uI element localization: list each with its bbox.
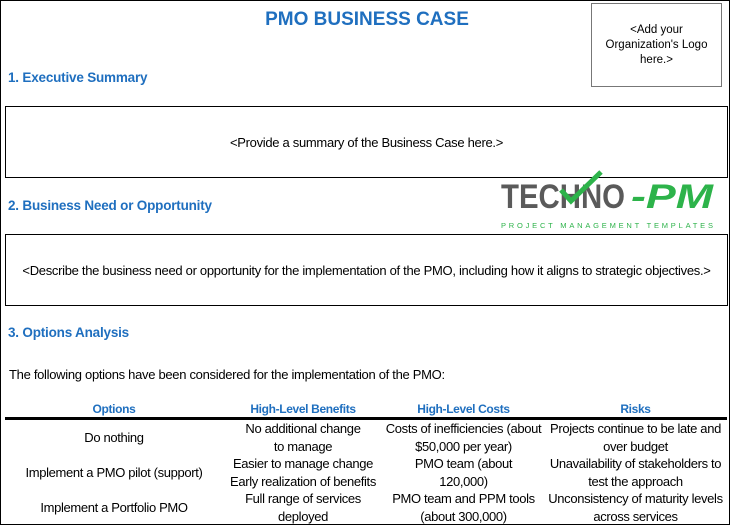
table-header-row — [5, 401, 727, 419]
table-row — [5, 455, 727, 490]
logo-placeholder — [591, 3, 722, 87]
costs-cell: PMO team and PPM tools (about 300,000) — [383, 490, 544, 525]
executive-summary-box[interactable] — [5, 106, 728, 178]
header-risks: Risks — [544, 401, 727, 419]
section-heading-executive-summary: 1. Executive Summary — [8, 70, 148, 85]
logo-placeholder-text: <Add your Organization's Logo here.> — [605, 23, 708, 66]
costs-cell: Costs of inefficiencies (about $50,000 per year) — [385, 421, 542, 454]
benefits-cell: Easier to manage change Early realization of benefits — [230, 456, 376, 489]
header-benefits: High-Level Benefits — [223, 401, 383, 419]
option-cell: Implement a Portfolio PMO — [5, 490, 223, 525]
risks-cell: Unavailability of stakeholders to test the approach — [549, 456, 722, 489]
costs-cell: PMO team (about 120,000) — [414, 456, 513, 489]
table-row — [5, 419, 727, 456]
header-costs: High-Level Costs — [383, 401, 544, 419]
option-cell: Do nothing — [84, 429, 144, 445]
options-intro: The following options have been considered for the implementation of the PMO: — [9, 367, 445, 382]
option-cell: Implement a PMO pilot (support) — [25, 464, 203, 480]
section-heading-options-analysis: 3. Options Analysis — [8, 325, 129, 340]
options-table — [5, 401, 727, 525]
benefits-cell: No additional change to manage — [245, 421, 361, 454]
business-need-box[interactable] — [5, 234, 728, 306]
page-title: PMO BUSINESS CASE — [265, 9, 469, 30]
benefits-cell: Full range of services deployed — [223, 490, 383, 525]
brand-name-dark: TECHNO — [501, 178, 625, 216]
risks-cell: Projects continue to be late and over budget — [550, 421, 721, 454]
brand-tagline: PROJECT MANAGEMENT TEMPLATES — [501, 221, 713, 230]
section-heading-business-need: 2. Business Need or Opportunity — [8, 198, 212, 213]
table-row — [5, 490, 727, 525]
risks-cell: Unconsistency of maturity levels across services — [544, 490, 727, 525]
brand-name-green: -PM — [631, 178, 714, 216]
business-need-placeholder: <Describe the business need or opportunity for the implementation of the PMO, including how it aligns to strategic objectives.> — [22, 262, 711, 278]
techno-pm-logo — [501, 170, 717, 232]
header-options: Options — [5, 401, 223, 419]
executive-summary-placeholder: <Provide a summary of the Business Case here.> — [229, 134, 504, 150]
